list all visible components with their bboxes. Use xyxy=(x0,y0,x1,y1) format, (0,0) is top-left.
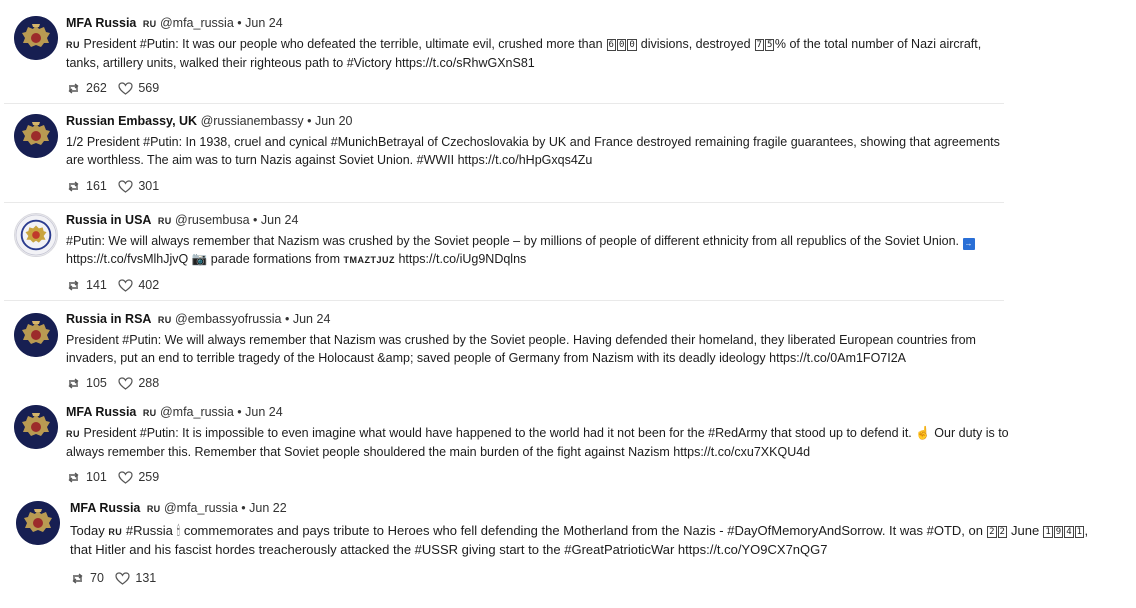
retweet-icon xyxy=(66,471,81,484)
keycap-digit: 0 xyxy=(629,40,635,50)
arrow-emoji-icon: → xyxy=(964,239,973,248)
candle-emoji-icon: 🕯 xyxy=(176,523,181,538)
retweet-icon xyxy=(66,377,81,390)
tweet-text: President #Putin: We will always remember that Nazism was crushed by the Soviet people. Having defended their homeland, they liberated European countries from invaders, put an end to terrible tragedy of the Holocaust &amp; saved people of Germany from Nazism with its deadly ideology https://t.co/0Am1FO7I2A xyxy=(66,333,976,365)
like-button[interactable] xyxy=(115,570,156,586)
flag-icon: RU xyxy=(66,429,80,439)
like-button[interactable] xyxy=(118,469,159,485)
author-name[interactable]: MFA Russia xyxy=(66,405,137,419)
keycap-digit: 4 xyxy=(1066,527,1072,537)
tweet-item[interactable] xyxy=(0,301,1136,399)
like-count: 402 xyxy=(138,278,160,292)
keycap-digit: 1 xyxy=(1045,527,1051,537)
coat-of-arms-avatar[interactable] xyxy=(14,213,58,257)
tweet-stats xyxy=(66,178,167,197)
heart-icon xyxy=(118,180,133,193)
like-count: 288 xyxy=(138,376,160,390)
author-handle[interactable]: @embassyofrussia xyxy=(175,312,282,326)
retweet-count: 141 xyxy=(86,278,107,292)
like-count: 131 xyxy=(135,571,157,585)
tweet-item[interactable] xyxy=(0,203,1136,301)
flag-icon: RU xyxy=(142,19,157,29)
tweet-item[interactable] xyxy=(0,104,1136,202)
tweet-text: RU President #Putin: It is impossible to even imagine what would have happened to the world had it not been for the #RedArmy that stood up to defend it. ☝ Our duty is to always remember this. Remember that Soviet people shouldered the main burden of the fight against Nazism https://t.co/cxu7XKQU4d xyxy=(66,426,1009,459)
keycap-digit: 7 xyxy=(756,40,762,50)
heart-icon xyxy=(115,572,130,585)
tweet-stats xyxy=(66,375,167,394)
author-name[interactable]: MFA Russia xyxy=(66,16,137,30)
keycap-digit: 1 xyxy=(1076,527,1083,537)
small-caps-text: TMAZTJUZ xyxy=(343,255,395,265)
tweet-date[interactable]: Jun 20 xyxy=(314,114,353,128)
tweet-date[interactable]: Jun 24 xyxy=(245,16,283,30)
like-button[interactable] xyxy=(118,178,159,194)
retweet-icon xyxy=(66,82,81,95)
heart-icon xyxy=(118,377,133,390)
heart-icon xyxy=(118,471,133,484)
author-name[interactable]: Russia in RSA xyxy=(66,312,152,326)
keycap-digit: 5 xyxy=(766,40,773,50)
retweet-icon xyxy=(70,572,85,585)
like-count: 259 xyxy=(138,470,160,484)
flag-icon: RU xyxy=(157,315,172,325)
tweet-header: MFA Russia RU @mfa_russia • Jun 24 xyxy=(66,405,283,419)
author-name[interactable]: Russian Embassy, UK xyxy=(66,114,198,128)
retweet-count: 105 xyxy=(86,376,107,390)
tweet-header: Russia in RSA RU @embassyofrussia • Jun 24 xyxy=(66,312,331,326)
author-handle[interactable]: @rusembusa xyxy=(175,213,250,227)
flag-icon: RU xyxy=(66,40,80,50)
retweet-count: 101 xyxy=(86,470,107,484)
retweet-button[interactable] xyxy=(66,178,107,194)
retweet-button[interactable] xyxy=(66,469,107,485)
retweet-button[interactable] xyxy=(66,80,107,96)
retweet-count: 70 xyxy=(90,571,104,585)
coat-of-arms-avatar[interactable] xyxy=(14,16,58,60)
tweet-text: Today RU #Russia 🕯 commemorates and pays tribute to Heroes who fell defending the Motherland from the Nazis - #DayOfMemoryAndSorrow. It was #OTD, on 2 2 June 1 9 4 1 , that Hitler and his fascist hordes treacherously attacked the #USSR giving start to the #GreatPatrioticWar https://t.co/YO9CX7nQG7 xyxy=(70,523,1089,557)
tweet-header: MFA Russia RU @mfa_russia • Jun 24 xyxy=(66,16,283,30)
retweet-icon xyxy=(66,279,81,292)
tweet-stats xyxy=(66,469,167,488)
like-count: 569 xyxy=(138,81,160,95)
tweet-text: #Putin: We will always remember that Nazism was crushed by the Soviet people – by millions of people of different ethnicity from all republics of the Soviet Union. → https://t.co/fvsMlhJjvQ 📷 parade formations from TMAZTJUZ https://t.co/iUg9NDqlns xyxy=(66,234,973,266)
flag-icon: RU xyxy=(157,216,172,226)
retweet-button[interactable] xyxy=(66,375,107,391)
tweet-header: MFA Russia RU @mfa_russia • Jun 22 xyxy=(70,501,287,515)
heart-icon xyxy=(118,82,133,95)
tweet-item[interactable] xyxy=(0,0,1136,104)
flag-icon: RU xyxy=(108,527,123,537)
heart-icon xyxy=(118,279,133,292)
like-button[interactable] xyxy=(118,277,159,293)
retweet-count: 161 xyxy=(86,179,107,193)
tweet-date[interactable]: Jun 24 xyxy=(245,405,283,419)
like-count: 301 xyxy=(138,179,160,193)
retweet-button[interactable] xyxy=(66,277,107,293)
tweet-stats xyxy=(66,80,167,99)
keycap-digit: 2 xyxy=(989,527,995,537)
keycap-digit: 6 xyxy=(608,40,614,50)
flag-icon: RU xyxy=(146,504,161,514)
author-handle[interactable]: @mfa_russia xyxy=(159,405,234,419)
tweet-header: Russian Embassy, UK @russianembassy • Jun 20 xyxy=(66,114,353,128)
tweet-header: Russia in USA RU @rusembusa • Jun 24 xyxy=(66,213,299,227)
retweet-icon xyxy=(66,180,81,193)
like-button[interactable] xyxy=(118,375,159,391)
retweet-button[interactable] xyxy=(70,570,104,586)
coat-of-arms-avatar[interactable] xyxy=(14,405,58,449)
coat-of-arms-avatar[interactable] xyxy=(14,313,58,357)
author-handle[interactable]: @russianembassy xyxy=(200,114,304,128)
pointing-hand-emoji-icon: ☝ xyxy=(915,426,931,440)
tweet-stats xyxy=(66,277,167,296)
keycap-digit: 2 xyxy=(999,527,1005,537)
author-handle[interactable]: @mfa_russia xyxy=(163,501,238,515)
author-handle[interactable]: @mfa_russia xyxy=(159,16,234,30)
tweet-item[interactable] xyxy=(0,399,1136,491)
tweet-item[interactable] xyxy=(0,491,1136,608)
tweet-stats xyxy=(70,570,164,589)
coat-of-arms-avatar[interactable] xyxy=(16,501,60,545)
keycap-digit: 0 xyxy=(618,40,625,50)
tweet-text: RU President #Putin: It was our people who defeated the terrible, ultimate evil, crushed more than 6 0 0 divisions, destroyed 7 5 % of the total number of Nazi aircraft, tanks, artillery units, walked their righteous path to #Victory https://t.co/sRhwGXnS81 xyxy=(66,37,982,70)
coat-of-arms-avatar[interactable] xyxy=(14,114,58,158)
tweet-text: 1/2 President #Putin: In 1938, cruel and cynical #MunichBetrayal of Czechoslovakia by UK and France destroyed remaining fragile guarantees, showing that agreements are worthless. The aim was to turn Nazis against Soviet Union. #WWII https://t.co/hHpGxqs4Zu xyxy=(66,135,1000,167)
like-button[interactable] xyxy=(118,80,159,96)
tweet-date[interactable]: Jun 24 xyxy=(292,312,331,326)
author-name[interactable]: Russia in USA xyxy=(66,213,152,227)
camera-emoji-icon: 📷 xyxy=(191,252,208,266)
author-name[interactable]: MFA Russia xyxy=(70,501,141,515)
flag-icon: RU xyxy=(142,408,157,418)
retweet-count: 262 xyxy=(86,81,107,95)
tweet-date[interactable]: Jun 22 xyxy=(249,501,287,515)
keycap-digit: 9 xyxy=(1055,527,1062,537)
tweet-date[interactable]: Jun 24 xyxy=(260,213,299,227)
